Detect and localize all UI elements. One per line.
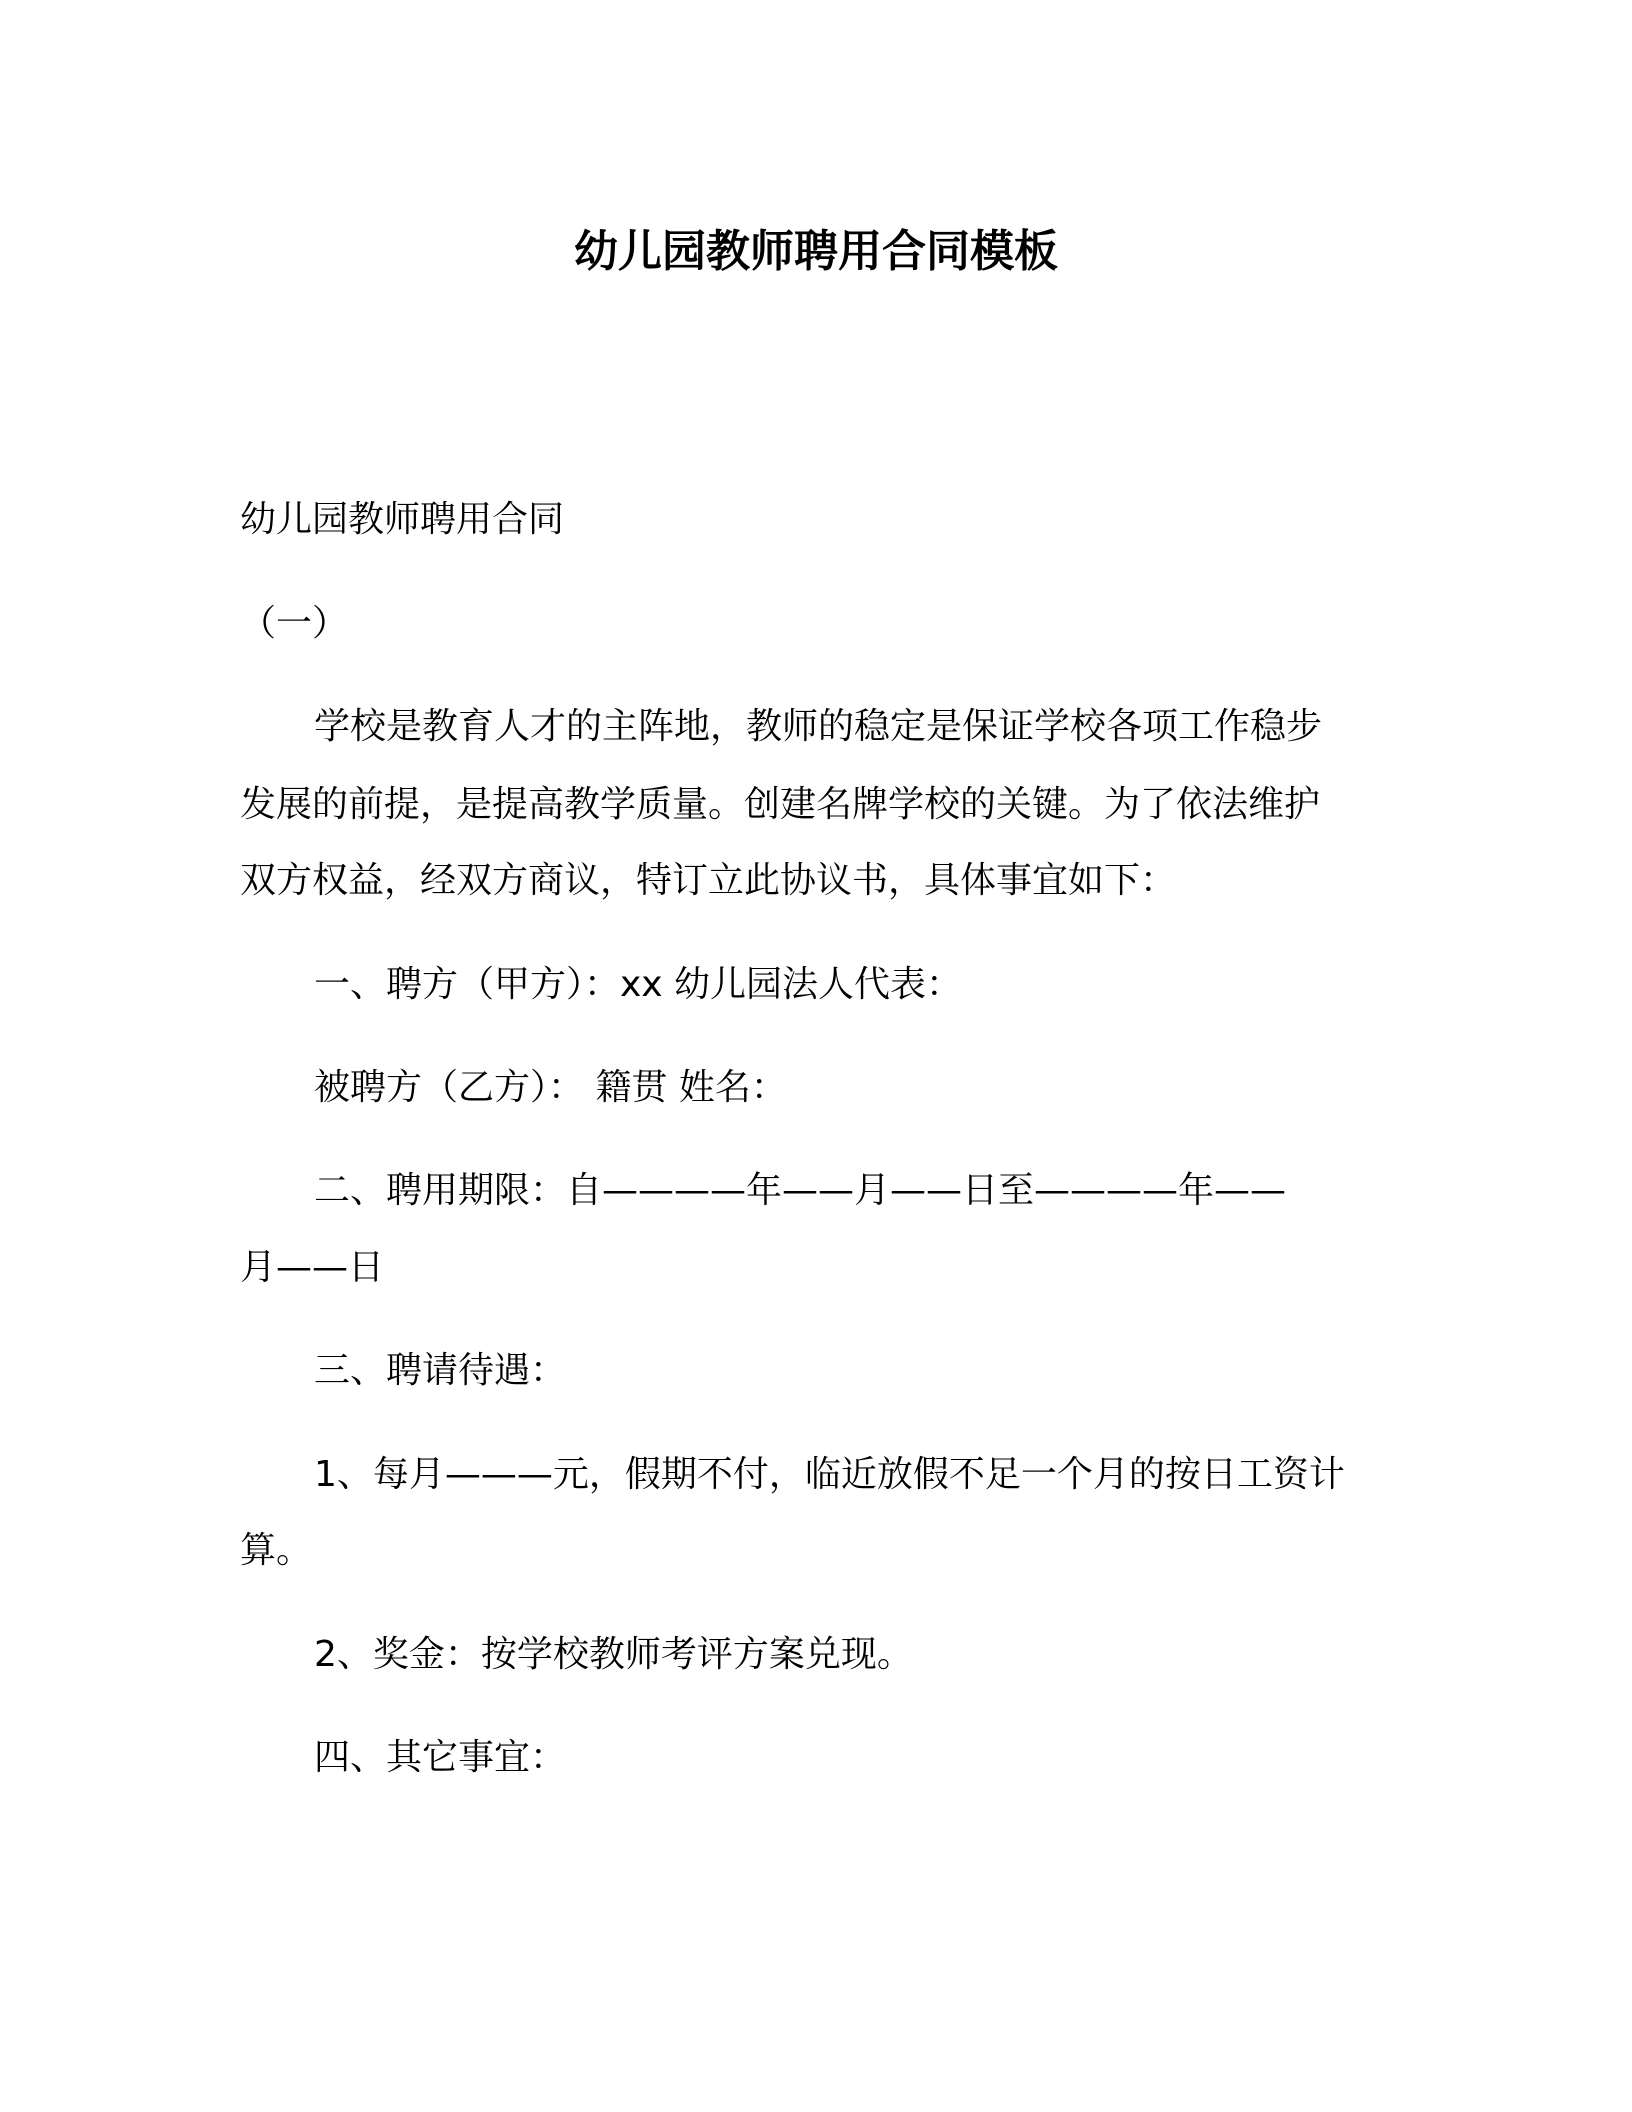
clause-pay-1-line-1: 1、每月———元，假期不付，临近放假不足一个月的按日工资计 — [314, 1454, 1345, 1495]
clause-term-line-1: 二、聘用期限：自————年——月——日至————年—— — [314, 1170, 1287, 1211]
clause-employer: 一、聘方（甲方）：xx 幼儿园法人代表： — [314, 964, 963, 1005]
intro-paragraph-line-3: 双方权益，经双方商议，特订立此协议书，具体事宜如下： — [240, 860, 1177, 901]
document-title: 幼儿园教师聘用合同模板 — [574, 226, 1058, 277]
intro-paragraph-line-1: 学校是教育人才的主阵地，教师的稳定是保证学校各项工作稳步 — [314, 706, 1323, 747]
clause-pay-2: 2、奖金：按学校教师考评方案兑现。 — [314, 1634, 913, 1675]
clause-employee: 被聘方（乙方）： 籍贯 姓名： — [314, 1067, 787, 1108]
section-marker: （一） — [240, 603, 349, 644]
clause-term-line-2: 月——日 — [240, 1247, 385, 1288]
intro-paragraph-line-2: 发展的前提，是提高教学质量。创建名牌学校的关键。为了依法维护 — [240, 784, 1321, 825]
clause-other-heading: 四、其它事宜： — [314, 1737, 567, 1778]
clause-pay-1-line-2: 算。 — [240, 1530, 313, 1571]
document-subtitle: 幼儿园教师聘用合同 — [240, 499, 565, 540]
clause-pay-heading: 三、聘请待遇： — [314, 1350, 567, 1391]
